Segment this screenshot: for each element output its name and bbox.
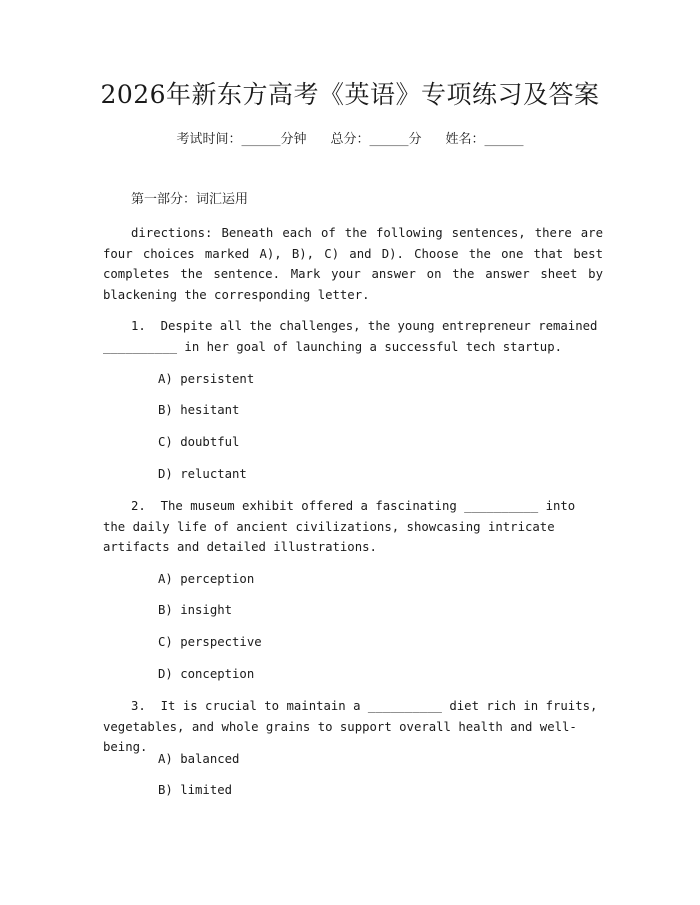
option-1c: C) doubtful bbox=[158, 435, 240, 449]
option-2b: B) insight bbox=[158, 603, 233, 617]
question-text: Despite all the challenges, the young entrepreneur remained __________ in her goal of launching a successful tech startup. bbox=[103, 319, 598, 354]
option-3a: A) balanced bbox=[158, 752, 240, 766]
exam-info bbox=[0, 130, 700, 150]
question-number: 1. bbox=[131, 319, 146, 333]
option-2c: C) perspective bbox=[158, 635, 262, 649]
question-1 bbox=[103, 316, 603, 357]
question-number: 3. bbox=[131, 699, 146, 713]
question-2 bbox=[103, 496, 603, 558]
option-1b: B) hesitant bbox=[158, 403, 240, 417]
question-number: 2. bbox=[131, 499, 146, 513]
name-field: 姓名：______ bbox=[445, 132, 524, 147]
question-text: The museum exhibit offered a fascinating __________ into the daily life of ancient civilizations, showcasing intricate artifacts and detailed illustrations. bbox=[103, 499, 576, 554]
option-1a: A) persistent bbox=[158, 372, 255, 386]
document-title: 2026年新东方高考《英语》专项练习及答案 bbox=[100, 80, 600, 109]
option-2d: D) conception bbox=[158, 667, 255, 681]
total-score-field: 总分：______分 bbox=[330, 132, 422, 147]
option-2a: A) perception bbox=[158, 572, 255, 586]
directions-text: directions: Beneath each of the following sentences, there are four choices marked A), B), C) and D). Choose the one that best completes the sentence. Mark your answer on the answer sheet by blackening the corresponding letter. bbox=[103, 226, 603, 302]
exam-time-field: 考试时间：______分钟 bbox=[176, 132, 307, 147]
question-text: It is crucial to maintain a __________ diet rich in fruits, vegetables, and whole grains to support overall health and well-being. bbox=[103, 699, 598, 754]
question-3 bbox=[103, 696, 603, 758]
option-3b: B) limited bbox=[158, 783, 233, 797]
option-1d: D) reluctant bbox=[158, 467, 247, 481]
section-title: 第一部分：词汇运用 bbox=[131, 192, 249, 207]
